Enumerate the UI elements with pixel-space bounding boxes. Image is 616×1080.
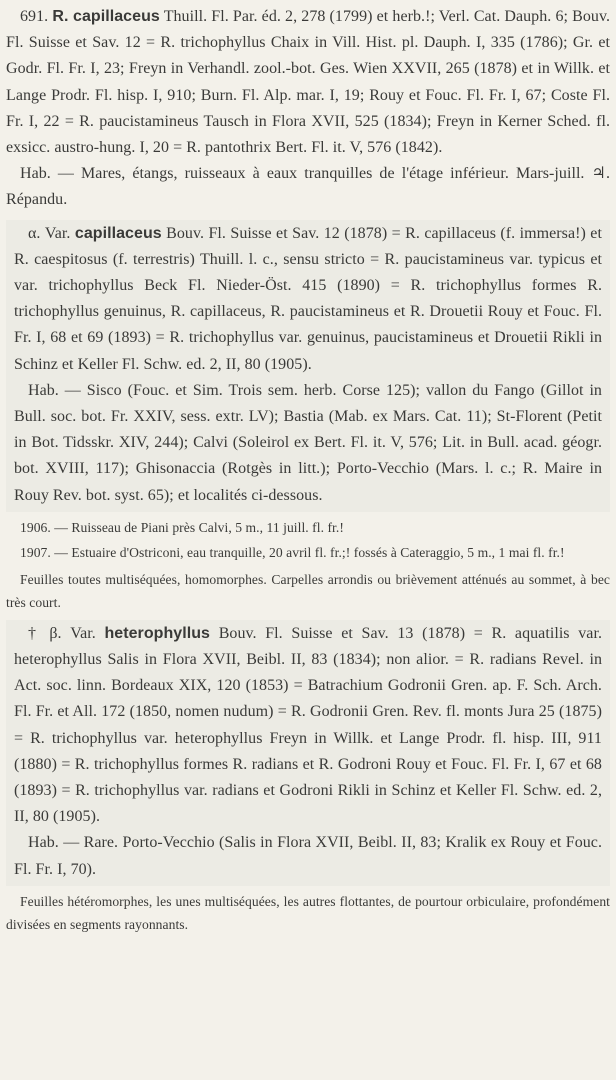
variety-beta-marker: † β. xyxy=(28,624,62,642)
variety-beta-section xyxy=(6,620,610,886)
variety-beta-header xyxy=(14,621,602,831)
variety-alpha-name: capillaceus xyxy=(74,224,162,242)
variety-beta-habitat: Hab. — Rare. Porto-Vecchio (Salis in Flora XVII, Beibl. II, 83; Kralik ex Rouy et Fouc. Fl. Fr. I, 70). xyxy=(14,834,602,878)
variety-beta-description: Feuilles hétéromorphes, les unes multiséquées, les autres flottantes, de pourtour orbiculaire, profondément divisées en segments rayonnants. xyxy=(6,893,610,932)
species-name: R. capillaceus xyxy=(52,8,160,25)
species-entry xyxy=(6,4,610,161)
variety-beta-synonymy: Bouv. Fl. Suisse et Sav. 13 (1878) = R. aquatilis var. heterophyllus Salis in Flora XVII, Beibl. II, 83 (1834); non alior. = R. radians Revel. in Act. soc. linn. Bordeaux XIX, 120 (1853) = Batrachium Godronii Gren. ap. F. Sch. Arch. Fl. Fr. et All. 172 (1850, nomen nudum) = R. Godronii Gren. Rev. fl. monts Jura 25 (1875) = R. trichophyllus var. heterophyllus Freyn in Willk. et Lange Prodr. fl. hisp. III, 911 (1880) = R. trichophyllus formes R. radians et R. Godroni Rouy et Fouc. Fl. Fr. I, 67 et 68 (1893) = R. trichophyllus var. radians et Godroni Rikli in Schinz et Keller Fl. Schw. ed. 2, II, 80 (1905). xyxy=(14,624,602,826)
species-number: 691. xyxy=(20,8,49,25)
species-habitat: Hab. — Mares, étangs, ruisseaux à eaux tranquilles de l'étage inférieur. Mars-juill. ♃. Répandu. xyxy=(6,165,610,209)
variety-alpha-section xyxy=(6,220,610,512)
variety-alpha-description: Feuilles toutes multiséquées, homomorphes. Carpelles arrondis ou brièvement atténués au sommet, à bec très court. xyxy=(6,571,610,610)
variety-alpha-header xyxy=(14,221,602,378)
observation-1906: 1906. — Ruisseau de Piani près Calvi, 5 m., 11 juill. fl. fr.! xyxy=(20,519,344,535)
variety-beta-label: Var. xyxy=(70,624,96,642)
variety-alpha-habitat: Hab. — Sisco (Fouc. et Sim. Trois sem. herb. Corse 125); vallon du Fango (Gillot in Bull. soc. bot. Fr. XXIV, sess. extr. LV); Bastia (Mab. ex Mars. Cat. 11); St-Florent (Petit in Bot. Tidsskr. XIV, 244); Calvi (Soleirol ex Bert. Fl. it. V, 576; Lit. in Bull. acad. géogr. bot. XVIII, 117); Ghisonaccia (Rotgès in litt.); Porto-Vecchio (Mars. l. c.; R. Maire in Rouy Rev. bot. syst. 65); et localités ci-dessous. xyxy=(14,381,602,504)
variety-beta-name: heterophyllus xyxy=(104,624,211,642)
observation-1907: 1907. — Estuaire d'Ostriconi, eau tranquille, 20 avril fl. fr.;! fossés à Cateraggio, 5 m., 1 mai fl. fr.! xyxy=(20,544,565,560)
variety-alpha-label: Var. xyxy=(44,224,71,242)
variety-alpha-synonymy: Bouv. Fl. Suisse et Sav. 12 (1878) = R. capillaceus (f. immersa!) et R. caespitosus (f. terrestris) Thuill. l. c., sensu stricto = R. paucistamineus var. typicus et var. trichophyllus Beck Fl. Nieder-Öst. 415 (1890) = R. trichophyllus formes R. trichophyllus genuinus, R. capillaceus, R. paucistamineus et R. Drouetii Rouy et Fouc. Fl. Fr. I, 68 et 69 (1893) = R. trichophyllus var. genuinus, paucistamineus et Drouetii Rikli in Schinz et Keller Fl. Schw. ed. 2, II, 80 (1905). xyxy=(14,224,602,373)
variety-alpha-marker: α. xyxy=(28,224,41,242)
species-synonymy: Thuill. Fl. Par. éd. 2, 278 (1799) et herb.!; Verl. Cat. Dauph. 6; Bouv. Fl. Suisse et Sav. 12 = R. trichophyllus Chaix in Vill. Hist. pl. Dauph. I, 335 (1786); Gr. et Godr. Fl. Fr. I, 23; Freyn in Verhandl. zool.-bot. Ges. Wien XXVII, 265 (1878) et in Willk. et Lange Prodr. Fl. hisp. I, 910; Burn. Fl. Alp. mar. I, 19; Rouy et Fouc. Fl. Fr. I, 67; Coste Fl. Fr. I, 22 = R. paucistamineus Tausch in Flora XVII, 525 (1834); Freyn in Kerner Sched. fl. exsicc. austro-hung. I, 20 = R. pantothrix Bert. Fl. it. V, 576 (1842). xyxy=(6,8,611,157)
